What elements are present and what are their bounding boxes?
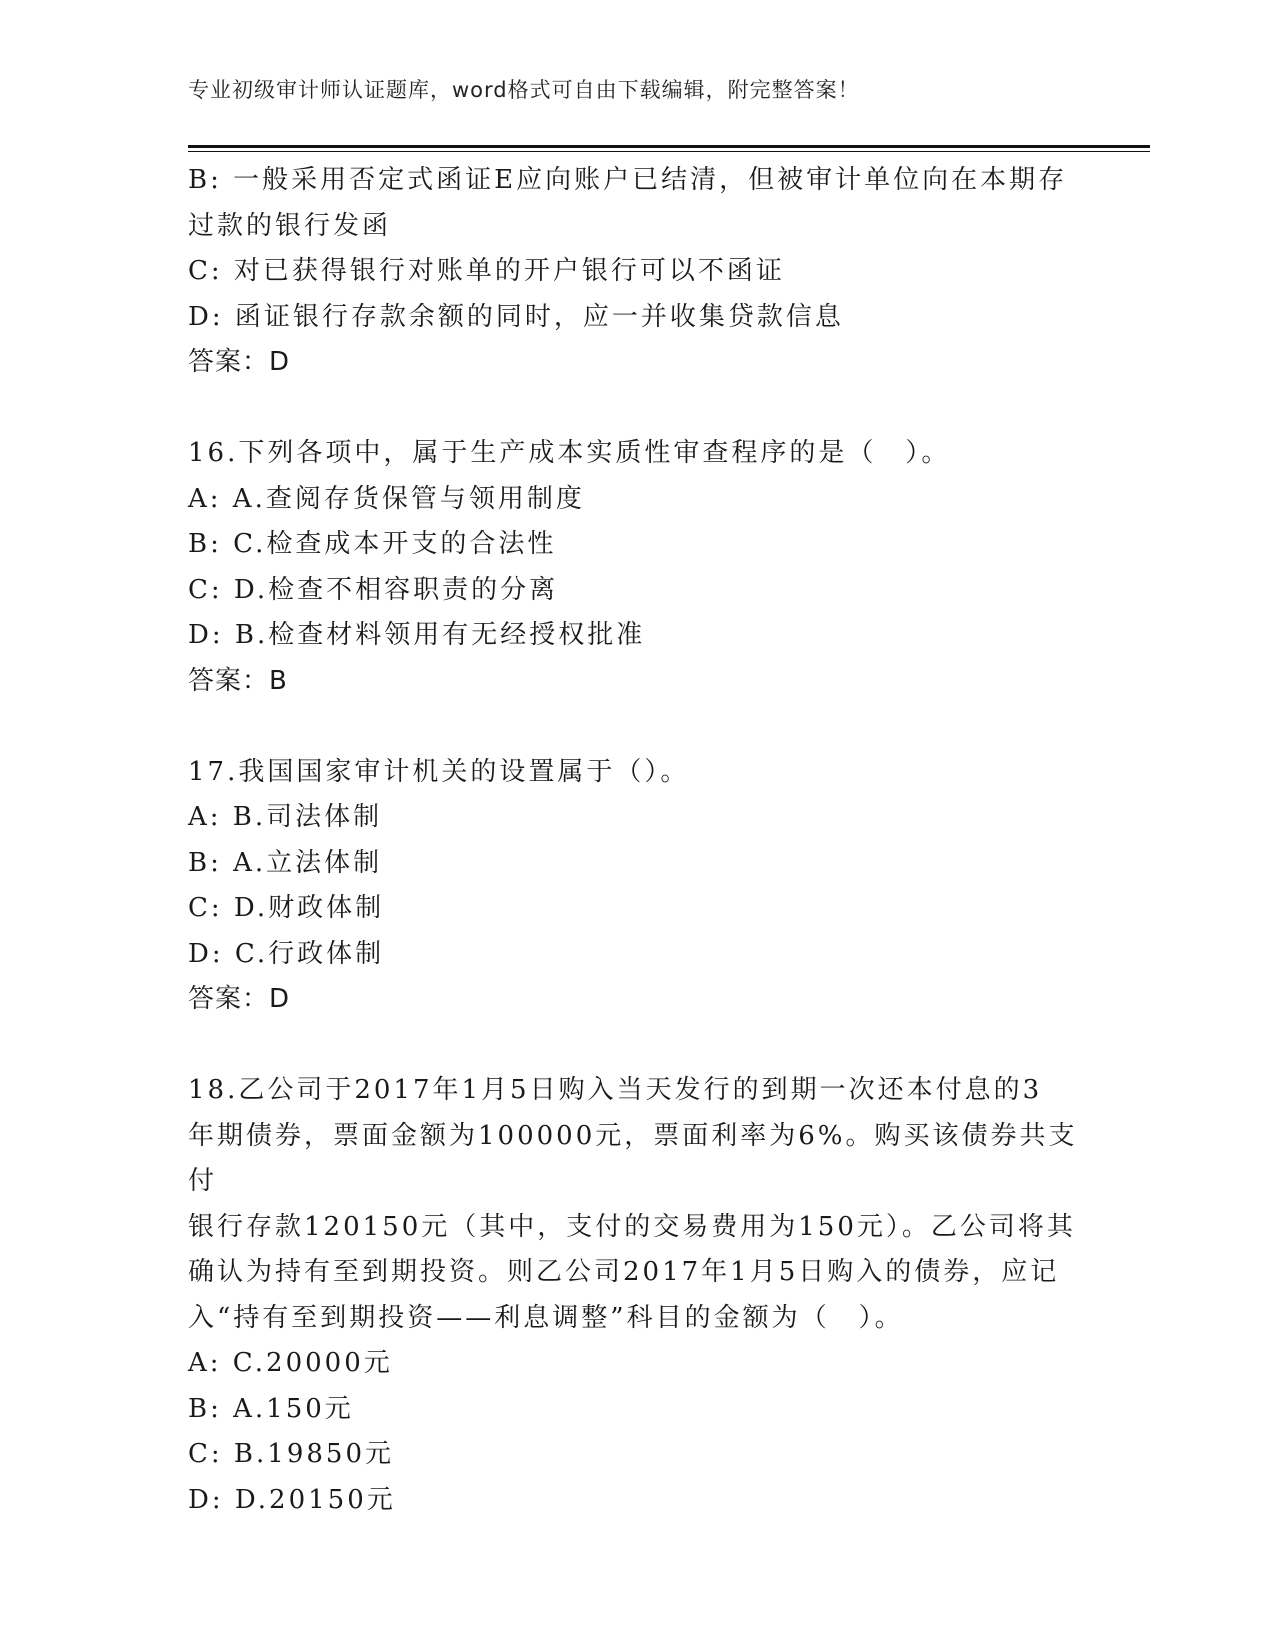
q18-question-line: 18.乙公司于2017年1月5日购入当天发行的到期一次还本付息的3 [188, 1075, 1043, 1105]
q18-option-c: C: B.19850元 [188, 1439, 394, 1469]
q16-option-d: D: B.检查材料领用有无经授权批准 [188, 620, 646, 650]
q18-question-line: 银行存款120150元（其中，支付的交易费用为150元）。乙公司将其 [188, 1211, 1076, 1242]
q17-question: 17.我国国家审计机关的设置属于（）。 [188, 756, 690, 787]
q15-option-b-cont: 过款的银行发函 [188, 210, 392, 241]
q17-option-a: A: B.司法体制 [188, 802, 383, 832]
q18-option-b: B: A.150元 [188, 1393, 354, 1424]
q16-option-b: B: C.检查成本开支的合法性 [188, 529, 557, 559]
q15-option-c: C: 对已获得银行对账单的开户银行可以不函证 [188, 256, 785, 286]
header-rule-thin [188, 151, 1150, 152]
q18-option-a: A: C.20000元 [188, 1348, 393, 1378]
q18-question-line: 确认为持有至到期投资。则乙公司2017年1月5日购入的债券，应记 [188, 1257, 1060, 1287]
q17-option-c: C: D.财政体制 [188, 893, 385, 923]
q17-answer: 答案：D [188, 984, 291, 1014]
q16-option-a: A: A.查阅存货保管与领用制度 [188, 483, 585, 514]
q17-option-d: D: C.行政体制 [188, 938, 385, 969]
q15-option-d: D: 函证银行存款余额的同时，应一并收集贷款信息 [188, 301, 844, 332]
q16-option-c: C: D.检查不相容职责的分离 [188, 574, 559, 605]
q18-question-line: 年期债券，票面金额为100000元，票面利率为6%。购买该债券共支付 [188, 1120, 1078, 1196]
q17-option-b: B: A.立法体制 [188, 847, 383, 878]
q15-option-b: B: 一般采用否定式函证E应向账户已结清，但被审计单位向在本期存 [188, 165, 1068, 195]
page-header: 专业初级审计师认证题库，word格式可自由下载编辑，附完整答案！ [188, 78, 860, 102]
q18-question-line: 入“持有至到期投资——利息调整”科目的金额为（ ）。 [188, 1302, 904, 1333]
q15-answer: 答案：D [188, 347, 291, 377]
header-rule-thick [188, 145, 1150, 148]
question-content [188, 158, 1088, 1523]
q16-answer: 答案：B [188, 665, 288, 696]
q18-option-d: D: D.20150元 [188, 1484, 396, 1515]
q16-question: 16.下列各项中，属于生产成本实质性审查程序的是（ ）。 [188, 438, 951, 468]
